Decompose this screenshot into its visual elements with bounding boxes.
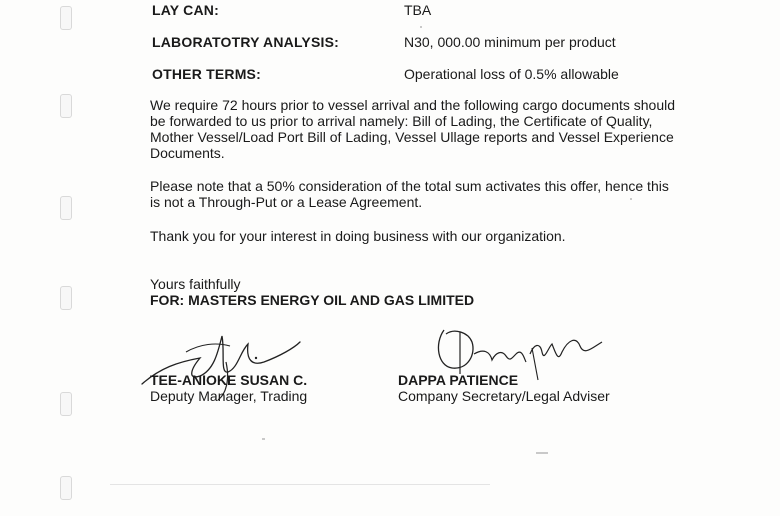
term-label: LABORATOTRY ANALYSIS:: [152, 34, 339, 50]
binding-hole: [60, 94, 72, 118]
term-value: Operational loss of 0.5% allowable: [404, 66, 619, 82]
binding-hole: [60, 392, 72, 416]
term-label: LAY CAN:: [152, 2, 219, 18]
binding-hole: [60, 476, 72, 500]
paragraph-line: Documents.: [150, 145, 225, 161]
binding-hole: [60, 6, 72, 30]
scan-speck: [110, 484, 490, 485]
scan-speck: [262, 438, 265, 440]
paragraph-documents: [150, 97, 690, 161]
signatory-title: Deputy Manager, Trading: [150, 388, 308, 404]
paragraph-thanks: [150, 228, 690, 244]
scan-speck: [420, 26, 422, 28]
paragraph-consideration: [150, 178, 690, 210]
paragraph-line: Thank you for your interest in doing business with our organization.: [150, 228, 566, 244]
binding-hole: [60, 196, 72, 220]
paragraph-line: Mother Vessel/Load Port Bill of Lading, Vessel Ullage reports and Vessel Experience: [150, 129, 674, 145]
signatory-title: Company Secretary/Legal Adviser: [398, 388, 610, 404]
salutation: Yours faithfully: [150, 276, 241, 292]
term-label: OTHER TERMS:: [152, 66, 261, 82]
binding-hole: [60, 286, 72, 310]
paragraph-line: is not a Through-Put or a Lease Agreement.: [150, 194, 423, 210]
scan-speck: [536, 452, 548, 454]
paragraph-line: Please note that a 50% consideration of the total sum activates this offer, hence this: [150, 178, 669, 194]
company-line: FOR: MASTERS ENERGY OIL AND GAS LIMITED: [150, 292, 475, 308]
term-value: N30, 000.00 minimum per product: [404, 34, 616, 50]
signatory-name: DAPPA PATIENCE: [398, 372, 519, 388]
signatory-name: TEE-ANIOKE SUSAN C.: [150, 372, 308, 388]
paragraph-line: be forwarded to us prior to arrival namely: Bill of Lading, the Certificate of Quality,: [150, 113, 653, 129]
term-value: TBA: [404, 2, 432, 18]
scan-speck: [630, 198, 632, 200]
paragraph-line: We require 72 hours prior to vessel arrival and the following cargo documents should: [150, 97, 676, 113]
